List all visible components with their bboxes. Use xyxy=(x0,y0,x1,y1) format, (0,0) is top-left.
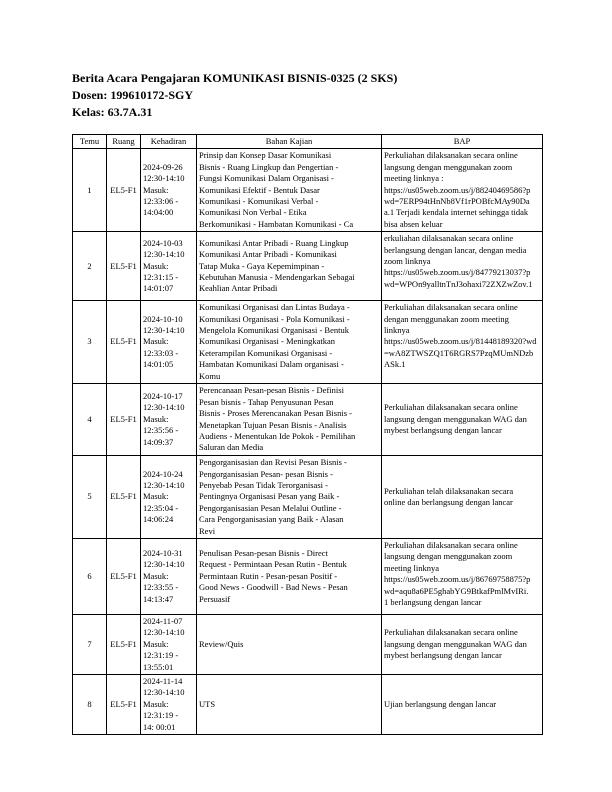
bap-line: Perkuliahan dilaksanakan secara online xyxy=(384,150,518,161)
kehadiran-line: 13:55:01 xyxy=(143,661,174,672)
kehadiran-cell xyxy=(141,384,197,456)
kehadiran-line: 2024-11-07 xyxy=(143,615,183,626)
temu-cell: 5 xyxy=(73,456,107,539)
kehadiran-cell xyxy=(141,614,197,674)
bap-line: https://us05web.zoom.us/j/86769758875?p xyxy=(384,574,531,585)
bahan-kajian-line: Pentingnya Organisasi Pesan yang Baik - xyxy=(199,491,340,502)
bahan-kajian-line: Komunikasi Antar Pribadi - Ruang Lingkup xyxy=(199,237,349,248)
kehadiran-line: Masuk: xyxy=(143,184,169,195)
kehadiran-cell xyxy=(141,149,197,232)
bap-line: Perkuliahan dilaksanakan secara online xyxy=(384,302,518,313)
kehadiran-line: 12:30-14:10 xyxy=(143,687,185,698)
bap-line: erkuliahan dilaksanakan secara online xyxy=(384,233,514,244)
kehadiran-line: Masuk: xyxy=(143,336,169,347)
bap-line: Perkuliahan dilaksanakan secara online xyxy=(384,402,518,413)
kehadiran-line: 12:30-14:10 xyxy=(143,559,185,570)
bahan-kajian-line: Persuasif xyxy=(199,593,231,604)
temu-cell: 2 xyxy=(73,232,107,301)
column-header-temu: Temu xyxy=(73,135,107,149)
kehadiran-line: 12:35:04 - xyxy=(143,502,179,513)
bahan-kajian-line: Komu xyxy=(199,370,221,381)
bap-cell xyxy=(382,232,543,301)
bap-cell xyxy=(382,301,543,384)
bahan-kajian-cell xyxy=(197,538,382,614)
bahan-kajian-cell xyxy=(197,674,382,734)
bahan-kajian-line: Request - Permintaan Pesan Rutin - Bentuk xyxy=(199,559,347,570)
document-header xyxy=(72,70,397,121)
bahan-kajian-line: Saluran dan Media xyxy=(199,442,264,453)
table-body xyxy=(73,149,543,735)
kehadiran-line: 14:01:07 xyxy=(143,283,174,294)
teaching-record-table xyxy=(72,134,543,735)
bahan-kajian-line: Bisnis - Ruang Lingkup dan Pengertian - xyxy=(199,161,339,172)
bap-line: wd=aqu8a6PE5ghabYG9BtkafPmlMvIRi. xyxy=(384,585,529,596)
bap-cell xyxy=(382,149,543,232)
column-header-bahan-kajian: Bahan Kajian xyxy=(197,135,382,149)
kehadiran-line: 14:06:24 xyxy=(143,514,174,525)
kehadiran-line: 12:31:19 - xyxy=(143,650,179,661)
ruang-cell: EL5-F1 xyxy=(107,538,141,614)
bahan-kajian-line: Kebutuhan Manusia - Mendengarkan Sebagai xyxy=(199,271,355,282)
kehadiran-line: Masuk: xyxy=(143,698,169,709)
table-row xyxy=(73,674,543,734)
bap-line: Perkuliahan telah dilaksanakan secara xyxy=(384,485,514,496)
kehadiran-line: 12:30-14:10 xyxy=(143,479,185,490)
bap-line: ASk.1 xyxy=(384,359,406,370)
bap-cell xyxy=(382,456,543,539)
bahan-kajian-line: Permintaan Rutin - Pesan-pesan Positif - xyxy=(199,570,338,581)
bahan-kajian-line: Good News - Goodwill - Bad News - Pesan xyxy=(199,582,348,593)
bahan-kajian-line: Berkomunikasi - Hambatan Komunikasi - Ca xyxy=(199,218,354,229)
temu-cell: 7 xyxy=(73,614,107,674)
kehadiran-line: 12:31:15 - xyxy=(143,271,179,282)
kehadiran-line: 14:04:00 xyxy=(143,207,174,218)
bahan-kajian-line: Keahlian Antar Pribadi xyxy=(199,283,278,294)
bap-line: langsung dengan menggunakan zoom xyxy=(384,551,513,562)
bahan-kajian-cell xyxy=(197,149,382,232)
kehadiran-line: 2024-10-10 xyxy=(143,313,183,324)
bahan-kajian-line: Menetapkan Tujuan Pesan Bisnis - Analisis xyxy=(199,419,347,430)
bap-line: dengan menggunakan zoom meeting xyxy=(384,313,509,324)
bahan-kajian-line: Komunikasi Antar Pribadi - Komunikasi xyxy=(199,249,337,260)
bap-line: linknya xyxy=(384,325,410,336)
kehadiran-line: 14:09:37 xyxy=(143,436,174,447)
ruang-cell: EL5-F1 xyxy=(107,614,141,674)
column-header-bap: BAP xyxy=(382,135,543,149)
kehadiran-line: 12:31:19 - xyxy=(143,710,179,721)
kehadiran-cell xyxy=(141,456,197,539)
temu-cell: 3 xyxy=(73,301,107,384)
column-header-kehadiran: Kehadiran xyxy=(141,135,197,149)
table-row xyxy=(73,538,543,614)
bap-line: wd=WPOn9yalltnTnJ3ohaxi72ZXZwZov.1 xyxy=(384,278,533,289)
kehadiran-line: 14:01:05 xyxy=(143,359,174,370)
bahan-kajian-cell xyxy=(197,301,382,384)
bap-cell xyxy=(382,674,543,734)
bahan-kajian-line: Komunikasi Organisasi - Meningkatkan xyxy=(199,336,336,347)
bahan-kajian-cell xyxy=(197,614,382,674)
bap-line: langsung dengan menggunakan zoom xyxy=(384,161,513,172)
bahan-kajian-cell xyxy=(197,232,382,301)
bahan-kajian-line: Hambatan Komunikasi Dalam organisasi - xyxy=(199,359,344,370)
bahan-kajian-line: Penyebab Pesan Tidak Terorganisasi - xyxy=(199,479,328,490)
bap-line: meeting linknya : xyxy=(384,173,444,184)
ruang-cell: EL5-F1 xyxy=(107,456,141,539)
bahan-kajian-line: Komunikasi Non Verbal - Etika xyxy=(199,207,307,218)
kehadiran-line: Masuk: xyxy=(143,638,169,649)
bahan-kajian-line: Mengelola Komunikasi Organisasi - Bentuk xyxy=(199,325,349,336)
bap-line: Perkuliahan dilaksanakan secara online xyxy=(384,627,518,638)
kehadiran-line: 14: 00:01 xyxy=(143,721,176,732)
kehadiran-line: 2024-09-26 xyxy=(143,161,183,172)
kehadiran-line: 12:35:56 - xyxy=(143,425,179,436)
bap-line: Perkuliahan dilaksanakan secara online xyxy=(384,539,518,550)
bap-cell xyxy=(382,384,543,456)
bap-line: online dan berlangsung dengan lancar xyxy=(384,497,513,508)
bahan-kajian-line: Pengorganisasian dan Revisi Pesan Bisnis - xyxy=(199,457,347,468)
kehadiran-line: 14:13:47 xyxy=(143,593,174,604)
bahan-kajian-cell xyxy=(197,456,382,539)
kehadiran-line: 12:30-14:10 xyxy=(143,627,185,638)
bap-line: wd=7ERP94tHnNb8Vf1rPOBfcMAy90Da xyxy=(384,196,530,207)
bahan-kajian-line: Fungsi Komunikasi Dalam Organisasi - xyxy=(199,173,334,184)
bahan-kajian-line: UTS xyxy=(199,698,216,709)
kehadiran-cell xyxy=(141,538,197,614)
bahan-kajian-line: Tatap Muka - Gaya Kepemimpinan - xyxy=(199,260,325,271)
kehadiran-line: Masuk: xyxy=(143,413,169,424)
ruang-cell: EL5-F1 xyxy=(107,301,141,384)
table-row xyxy=(73,456,543,539)
bahan-kajian-line: Komunikasi Organisasi - Pola Komunikasi - xyxy=(199,313,350,324)
bahan-kajian-line: Keterampilan Komunikasi Organisasi - xyxy=(199,347,333,358)
kehadiran-line: Masuk: xyxy=(143,260,169,271)
bap-line: bisa absen keluar xyxy=(384,218,443,229)
bap-line: mybest berlangsung dengan lancar xyxy=(384,650,502,661)
bahan-kajian-line: Prinsip dan Konsep Dasar Komunikasi xyxy=(199,150,332,161)
kehadiran-line: 2024-11-14 xyxy=(143,675,183,686)
temu-cell: 6 xyxy=(73,538,107,614)
bap-cell xyxy=(382,538,543,614)
temu-cell: 1 xyxy=(73,149,107,232)
kehadiran-line: 12:33:55 - xyxy=(143,582,179,593)
kehadiran-line: 12:30-14:10 xyxy=(143,173,185,184)
document-title: Berita Acara Pengajaran KOMUNIKASI BISNIS-0325 (2 SKS) xyxy=(72,71,398,85)
kehadiran-line: 12:30-14:10 xyxy=(143,325,185,336)
bap-cell xyxy=(382,614,543,674)
temu-cell: 4 xyxy=(73,384,107,456)
kehadiran-cell xyxy=(141,674,197,734)
bahan-kajian-line: Revi xyxy=(199,525,216,536)
bahan-kajian-line: Bisnis - Proses Merencanakan Pesan Bisnis - xyxy=(199,408,352,419)
bap-line: https://us05web.zoom.us/j/81448189320?wd xyxy=(384,336,537,347)
bahan-kajian-line: Pesan bisnis - Tahap Penyusunan Pesan xyxy=(199,396,334,407)
kehadiran-line: 2024-10-31 xyxy=(143,547,183,558)
bap-line: meeting linknya xyxy=(384,562,440,573)
kehadiran-cell xyxy=(141,232,197,301)
ruang-cell: EL5-F1 xyxy=(107,674,141,734)
bahan-kajian-line: Pengorganisasian Pesan- pesan Bisnis - xyxy=(199,468,333,479)
bap-line: =wA8ZTWSZQ1T6RGRS7PzqMUmNDzb xyxy=(384,347,534,358)
temu-cell: 8 xyxy=(73,674,107,734)
table-row xyxy=(73,614,543,674)
bap-line: mybest berlangsung dengan lancar xyxy=(384,425,502,436)
table-row xyxy=(73,149,543,232)
table-row xyxy=(73,384,543,456)
bahan-kajian-line: Audiens - Menentukan Ide Pokok - Pemilihan xyxy=(199,431,356,441)
kehadiran-line: 12:30-14:10 xyxy=(143,402,185,413)
table-header-row xyxy=(73,135,543,149)
bahan-kajian-line: Penulisan Pesan-pesan Bisnis - Direct xyxy=(199,547,328,558)
bahan-kajian-line: Komunikasi Organisasi dan Lintas Budaya - xyxy=(199,302,350,313)
bap-line: langsung dengan menggunakan WAG dan xyxy=(384,413,527,424)
bap-line: Ujian berlangsung dengan lancar xyxy=(384,698,497,709)
lecturer-line: Dosen: 199610172-SGY xyxy=(72,88,194,102)
bap-line: a.1 Terjadi kendala internet sehingga tidak xyxy=(384,207,529,218)
kehadiran-line: 2024-10-24 xyxy=(143,468,183,479)
kehadiran-line: 12:30-14:10 xyxy=(143,249,185,260)
bap-line: berlangsung dengan lancar, dengan media xyxy=(384,244,527,255)
bahan-kajian-line: Cara Pengorganisasian yang Baik - Alasan xyxy=(199,514,344,525)
kehadiran-line: 12:33:06 - xyxy=(143,196,179,207)
ruang-cell: EL5-F1 xyxy=(107,384,141,456)
bahan-kajian-line: Komunikasi Efektif - Bentuk Dasar xyxy=(199,184,320,195)
bahan-kajian-line: Komunikasi - Komunikasi Verbal - xyxy=(199,196,319,207)
class-line: Kelas: 63.7A.31 xyxy=(72,105,153,119)
bap-line: zoom linknya xyxy=(384,256,431,267)
bahan-kajian-cell xyxy=(197,384,382,456)
table-row xyxy=(73,232,543,301)
bahan-kajian-line: Pengorganisasian Pesan Melalui Outline - xyxy=(199,502,342,513)
bahan-kajian-line: Perencanaan Pesan-pesan Bisnis - Definisi xyxy=(199,385,344,396)
ruang-cell: EL5-F1 xyxy=(107,232,141,301)
bap-line: 1 berlangsung dengan lancar xyxy=(384,596,482,607)
kehadiran-line: 12:33:03 - xyxy=(143,347,179,358)
table-row xyxy=(73,301,543,384)
kehadiran-line: Masuk: xyxy=(143,491,169,502)
kehadiran-cell xyxy=(141,301,197,384)
kehadiran-line: Masuk: xyxy=(143,570,169,581)
column-header-ruang: Ruang xyxy=(107,135,141,149)
kehadiran-line: 2024-10-17 xyxy=(143,391,183,402)
ruang-cell: EL5-F1 xyxy=(107,149,141,232)
bap-line: https://us05web.zoom.us/j/84779213037?p xyxy=(384,267,531,278)
bap-line: langsung dengan menggunakan WAG dan xyxy=(384,638,527,649)
bahan-kajian-line: Review/Quis xyxy=(199,638,244,649)
kehadiran-line: 2024-10-03 xyxy=(143,237,183,248)
bap-line: https://us05web.zoom.us/j/88240469586?p xyxy=(384,184,531,195)
